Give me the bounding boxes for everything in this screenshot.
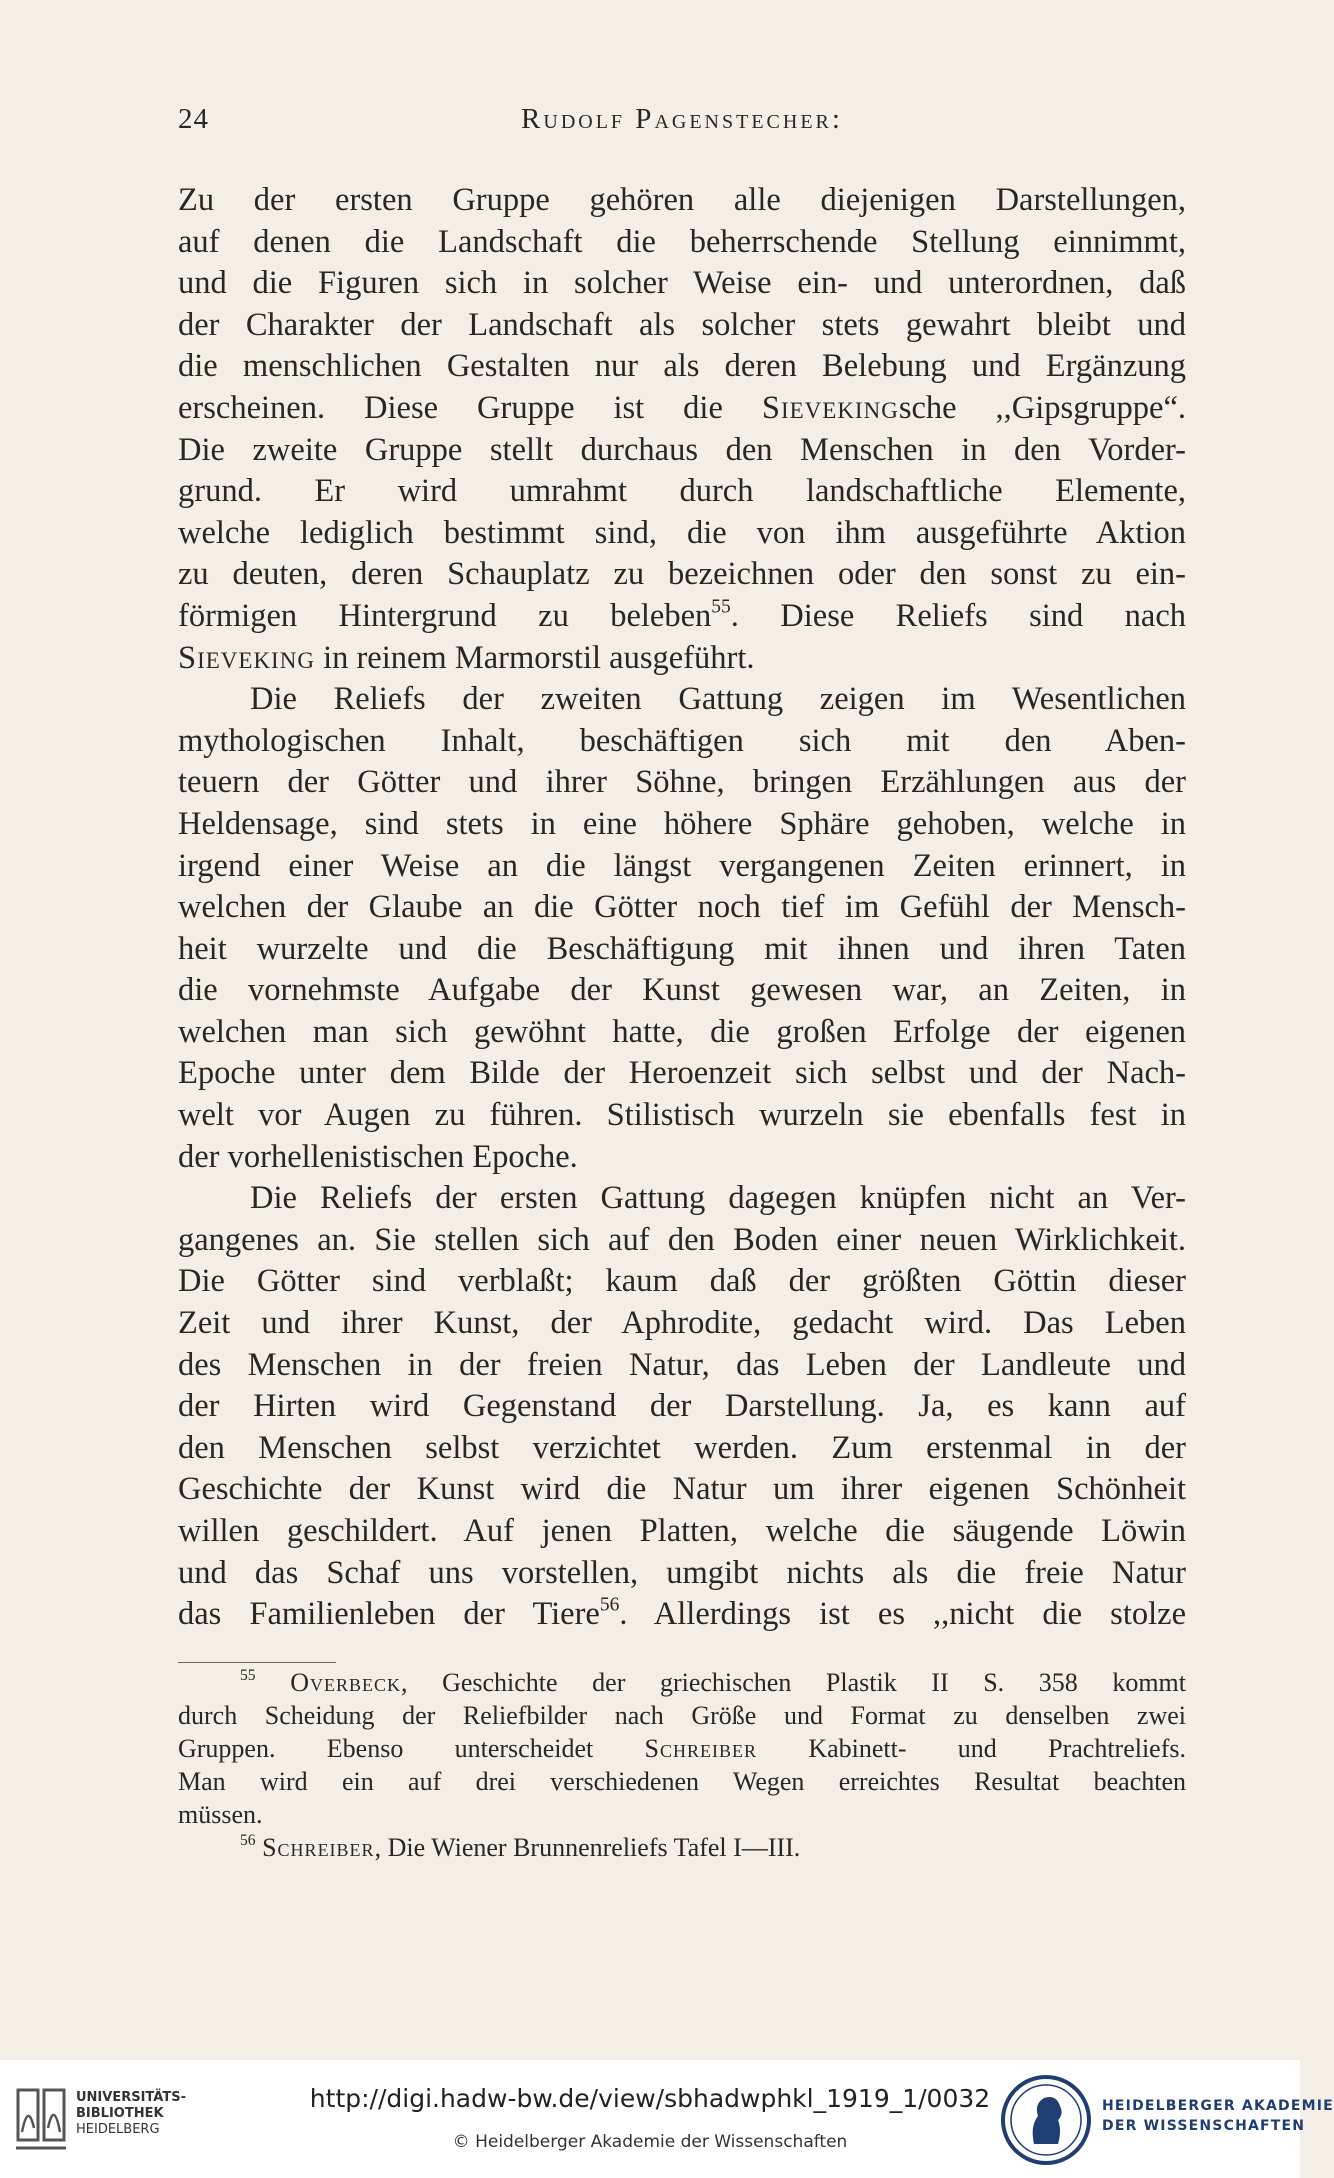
- text-segment: Kabinett- und Prachtreliefs.: [757, 1734, 1186, 1763]
- text-line: Die Götter sind verblaßt; kaum daß der größten Göttin dieser: [178, 1263, 1186, 1300]
- text-segment: . Diese Reliefs sind nach: [730, 597, 1186, 634]
- text-segment: in reinem Marmorstil ausgeführt.: [314, 639, 755, 676]
- text-segment: . Allerdings ist es ,,nicht die stolze: [619, 1596, 1186, 1633]
- text-segment: Gruppen. Ebenso unterscheidet: [178, 1734, 645, 1763]
- text-segment: [256, 1668, 291, 1697]
- text-line: Heldensage, sind stets in eine höhere Sphäre gehoben, welche in: [178, 805, 1186, 842]
- footnote-rule: [178, 1662, 336, 1663]
- body-text: [178, 180, 1186, 1636]
- text-line: irgend einer Weise an die längst vergangenen Zeiten erinnert, in: [178, 847, 1186, 884]
- footnote-line: [178, 1666, 1186, 1699]
- footnote-ref: 55: [711, 596, 731, 618]
- text-line: mythologischen Inhalt, beschäftigen sich mit den Aben-: [178, 722, 1186, 759]
- academy-name-line: HEIDELBERGER AKADEMIE: [1102, 2098, 1334, 2114]
- text-line: welche lediglich bestimmt sind, die von ihm ausgeführte Aktion: [178, 514, 1186, 551]
- running-head: [178, 103, 1186, 143]
- text-line: der Hirten wird Gegenstand der Darstellung. Ja, es kann auf: [178, 1388, 1186, 1425]
- text-line: [178, 388, 1186, 430]
- hadw-seal-icon[interactable]: [1000, 2074, 1092, 2166]
- footnote-ref: 56: [599, 1594, 620, 1616]
- text-line: [178, 1594, 1186, 1636]
- text-line: der Charakter der Landschaft als solcher stets gewahrt bleibt und: [178, 306, 1186, 343]
- text-line: gangenes an. Sie stellen sich auf den Boden einer neuen Wirklichkeit.: [178, 1221, 1186, 1258]
- text-line: Die Reliefs der ersten Gattung dagegen knüpfen nicht an Ver-: [250, 1180, 1186, 1217]
- text-segment: sche ,,Gipsgruppe“.: [898, 389, 1186, 426]
- page-number: 24: [178, 103, 209, 135]
- text-segment: , Geschichte der griechischen Plastik II S. 358 kommt: [400, 1668, 1186, 1697]
- footnote-line: müssen.: [178, 1800, 263, 1829]
- author-name: Schreiber: [644, 1734, 758, 1763]
- text-line: heit wurzelte und die Beschäftigung mit ihnen und ihren Taten: [178, 930, 1186, 967]
- academy-name-line: DER WISSENSCHAFTEN: [1102, 2118, 1306, 2134]
- text-segment: , Die Wiener Brunnenreliefs Tafel I—III.: [374, 1833, 801, 1862]
- academy-name: [1102, 2096, 1334, 2136]
- text-line: zu deuten, deren Schauplatz zu bezeichnen oder den sonst zu ein-: [178, 556, 1186, 593]
- library-name-line: UNIVERSITÄTS-: [76, 2090, 186, 2105]
- text-line: und die Figuren sich in solcher Weise ein- und unterordnen, daß: [178, 265, 1186, 302]
- text-line: welt vor Augen zu führen. Stilistisch wurzeln sie ebenfalls fest in: [178, 1097, 1186, 1134]
- footnote-line: [178, 1831, 1186, 1864]
- footnote-number: 56: [240, 1832, 256, 1850]
- text-segment: förmigen Hintergrund zu beleben: [178, 597, 712, 634]
- text-segment: das Familienleben der Tiere: [178, 1596, 600, 1633]
- text-line: und das Schaf uns vorstellen, umgibt nichts als die freie Natur: [178, 1554, 1186, 1591]
- text-line: teuern der Götter und ihrer Söhne, bringen Erzählungen aus der: [178, 764, 1186, 801]
- text-line: Zu der ersten Gruppe gehören alle diejenigen Darstellungen,: [178, 182, 1186, 218]
- text-line: Epoche unter dem Bilde der Heroenzeit sich selbst und der Nach-: [178, 1055, 1186, 1092]
- copyright-notice: © Heidelberger Akademie der Wissenschaften: [452, 2132, 848, 2152]
- library-name-line: HEIDELBERG: [76, 2122, 160, 2137]
- author-name: Sieveking: [178, 639, 315, 676]
- text-line: welchen der Glaube an die Götter noch tief im Gefühl der Mensch-: [178, 889, 1186, 926]
- text-line: die menschlichen Gestalten nur als deren Belebung und Ergänzung: [178, 348, 1186, 385]
- text-line: Die zweite Gruppe stellt durchaus den Menschen in den Vorder-: [178, 431, 1186, 468]
- text-line: Geschichte der Kunst wird die Natur um ihrer eigenen Schönheit: [178, 1471, 1186, 1508]
- text-line: den Menschen selbst verzichtet werden. Zum erstenmal in der: [178, 1429, 1186, 1466]
- text-line: auf denen die Landschaft die beherrschende Stellung einnimmt,: [178, 223, 1186, 260]
- text-line: willen geschildert. Auf jenen Platten, welche die säugende Löwin: [178, 1513, 1186, 1549]
- text-line: welchen man sich gewöhnt hatte, die großen Erfolge der eigenen: [178, 1013, 1186, 1050]
- footnote-line: durch Scheidung der Reliefbilder nach Größe und Format zu denselben zwei: [178, 1701, 1186, 1730]
- viewer-footer: [0, 2060, 1334, 2178]
- text-line: [178, 596, 1186, 638]
- running-title: Rudolf Pagenstecher:: [521, 103, 843, 135]
- author-name: Schreiber: [262, 1833, 375, 1862]
- footnotes: [178, 1666, 1186, 1864]
- text-segment: erscheinen. Diese Gruppe ist die: [178, 389, 762, 426]
- author-name: Overbeck: [290, 1668, 401, 1697]
- permalink-url[interactable]: http://digi.hadw-bw.de/view/sbhadwphkl_1919_1/0032: [309, 2084, 991, 2113]
- text-line: [178, 638, 1186, 680]
- text-line: grund. Er wird umrahmt durch landschaftliche Elemente,: [178, 473, 1186, 510]
- text-line: Zeit und ihrer Kunst, der Aphrodite, gedacht wird. Das Leben: [178, 1305, 1186, 1342]
- footnote-number: 55: [240, 1667, 256, 1685]
- text-line: die vornehmste Aufgabe der Kunst gewesen war, an Zeiten, in: [178, 972, 1186, 1009]
- text-line: Die Reliefs der zweiten Gattung zeigen im Wesentlichen: [250, 681, 1186, 718]
- footnote-line: [178, 1732, 1186, 1765]
- library-name-line: BIBLIOTHEK: [76, 2106, 164, 2121]
- footnote-line: Man wird ein auf drei verschiedenen Wegen erreichtes Resultat beachten: [178, 1767, 1186, 1796]
- author-name: Sieveking: [761, 389, 899, 426]
- text-line: des Menschen in der freien Natur, das Leben der Landleute und: [178, 1346, 1186, 1383]
- text-line: der vorhellenistischen Epoche.: [178, 1138, 578, 1175]
